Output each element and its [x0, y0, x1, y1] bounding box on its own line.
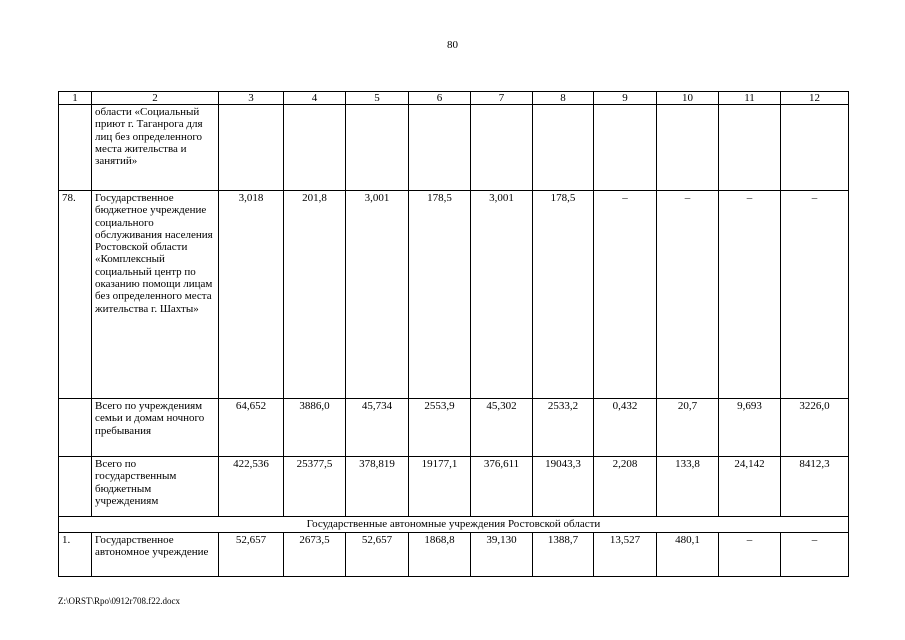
value-cell: 2553,9 [409, 399, 471, 457]
header-row [59, 92, 849, 105]
data-table [58, 91, 849, 577]
value-cell: 378,819 [346, 457, 409, 517]
page-number: 80 [447, 39, 458, 51]
value-cell: 45,734 [346, 399, 409, 457]
table-row [59, 191, 849, 399]
value-cell: 20,7 [657, 399, 719, 457]
value-cell: – [781, 533, 849, 577]
table-row [59, 457, 849, 517]
file-path-footer: Z:\ORST\Rpo\0912r708.f22.docx [58, 596, 180, 606]
row-index [59, 457, 92, 517]
section-row [59, 517, 849, 533]
value-cell: 24,142 [719, 457, 781, 517]
value-cell: – [719, 533, 781, 577]
value-cell: 376,611 [471, 457, 533, 517]
header-cell: 11 [719, 92, 781, 105]
value-cell: – [719, 191, 781, 399]
value-cell: 1388,7 [533, 533, 594, 577]
value-cell [284, 105, 346, 191]
header-cell: 10 [657, 92, 719, 105]
value-cell: 52,657 [346, 533, 409, 577]
section-title: Государственные автономные учреждения Ростовской области [59, 517, 849, 533]
value-cell: 19043,3 [533, 457, 594, 517]
header-cell: 7 [471, 92, 533, 105]
value-cell [657, 105, 719, 191]
value-cell: 2,208 [594, 457, 657, 517]
value-cell [219, 105, 284, 191]
table-row [59, 533, 849, 577]
row-index [59, 105, 92, 191]
header-cell: 2 [92, 92, 219, 105]
value-cell: 480,1 [657, 533, 719, 577]
value-cell: 64,652 [219, 399, 284, 457]
value-cell: 3886,0 [284, 399, 346, 457]
row-index: 78. [59, 191, 92, 399]
value-cell: – [657, 191, 719, 399]
row-name: Государственное автономное учреждение [92, 533, 219, 577]
row-name: Государственное бюджетное учреждение социального обслуживания населения Ростовской области «Комплексный социальный центр по оказанию помощи лицам без определенного места жительства г. Шахты» [92, 191, 219, 399]
value-cell: 9,693 [719, 399, 781, 457]
value-cell: 25377,5 [284, 457, 346, 517]
value-cell: 178,5 [533, 191, 594, 399]
header-cell: 4 [284, 92, 346, 105]
value-cell: 3,001 [346, 191, 409, 399]
value-cell: 8412,3 [781, 457, 849, 517]
header-cell: 3 [219, 92, 284, 105]
value-cell: 133,8 [657, 457, 719, 517]
header-cell: 12 [781, 92, 849, 105]
row-index [59, 399, 92, 457]
value-cell: 39,130 [471, 533, 533, 577]
value-cell: – [594, 191, 657, 399]
value-cell [594, 105, 657, 191]
row-name: области «Социальный приют г. Таганрога для лиц без определенного места жительства и занятий» [92, 105, 219, 191]
value-cell [533, 105, 594, 191]
value-cell: 178,5 [409, 191, 471, 399]
value-cell: 3,018 [219, 191, 284, 399]
table-row [59, 399, 849, 457]
header-cell: 9 [594, 92, 657, 105]
header-cell: 1 [59, 92, 92, 105]
value-cell: 13,527 [594, 533, 657, 577]
value-cell: 45,302 [471, 399, 533, 457]
row-index: 1. [59, 533, 92, 577]
value-cell: 3226,0 [781, 399, 849, 457]
value-cell: – [781, 191, 849, 399]
value-cell [409, 105, 471, 191]
value-cell [719, 105, 781, 191]
value-cell [781, 105, 849, 191]
table-row [59, 105, 849, 191]
value-cell: 3,001 [471, 191, 533, 399]
value-cell: 2673,5 [284, 533, 346, 577]
header-cell: 5 [346, 92, 409, 105]
row-name: Всего по государственным бюджетным учреждениям [92, 457, 219, 517]
value-cell: 19177,1 [409, 457, 471, 517]
value-cell [471, 105, 533, 191]
value-cell [346, 105, 409, 191]
value-cell: 1868,8 [409, 533, 471, 577]
value-cell: 2533,2 [533, 399, 594, 457]
value-cell: 52,657 [219, 533, 284, 577]
value-cell: 422,536 [219, 457, 284, 517]
row-name: Всего по учреждениям семьи и домам ночного пребывания [92, 399, 219, 457]
header-cell: 8 [533, 92, 594, 105]
value-cell: 0,432 [594, 399, 657, 457]
value-cell: 201,8 [284, 191, 346, 399]
header-cell: 6 [409, 92, 471, 105]
